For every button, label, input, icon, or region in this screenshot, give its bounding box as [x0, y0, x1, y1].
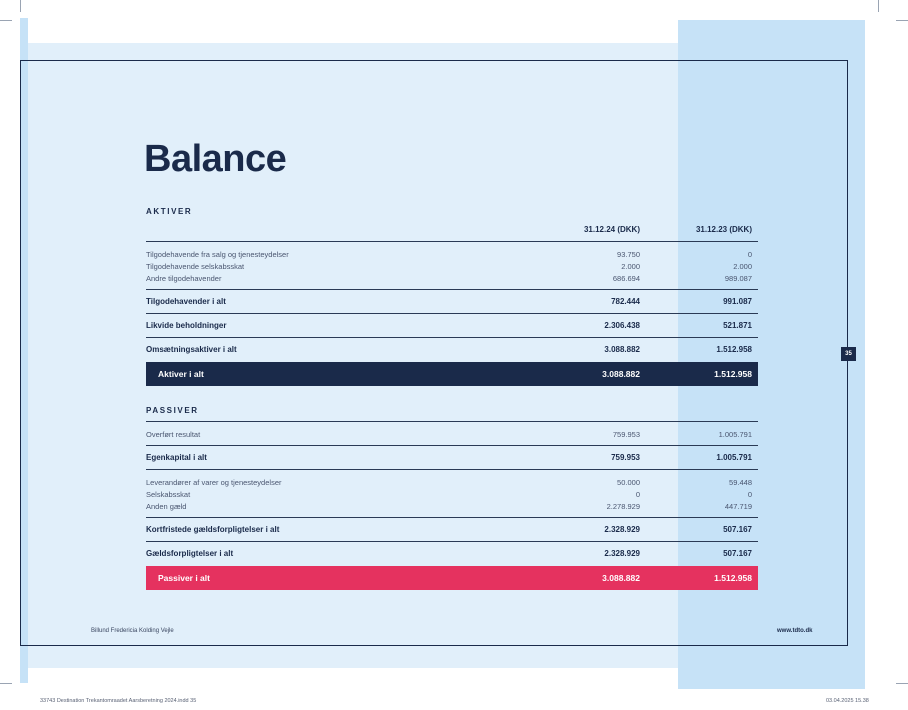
divider [146, 517, 758, 518]
table-row: Anden gæld 2.278.929 447.719 [146, 502, 752, 511]
crop-mark [896, 683, 908, 684]
divider [146, 313, 758, 314]
divider [146, 289, 758, 290]
total-assets-band: Aktiver i alt 3.088.882 1.512.958 [146, 362, 758, 386]
print-slug-file: 33743 Destination Trekantomraadet Aarsberetning 2024.indd 35 [40, 698, 197, 704]
divider [146, 241, 758, 242]
crop-mark [896, 20, 908, 21]
divider [146, 337, 758, 338]
column-header-2024: 31.12.24 (DKK) [583, 225, 640, 234]
footer-cities: Billund Fredericia Kolding Vejle [91, 628, 174, 634]
print-slug-date: 03.04.2025 15.38 [826, 698, 869, 704]
table-row: Tilgodehavende selskabsskat 2.000 2.000 [146, 262, 752, 271]
crop-mark [878, 0, 879, 12]
divider [146, 445, 758, 446]
section-heading-passiver: PASSIVER [146, 406, 199, 415]
section-heading-aktiver: AKTIVER [146, 207, 193, 216]
subtotal-row: Likvide beholdninger 2.306.438 521.871 [146, 321, 752, 330]
crop-mark [20, 0, 21, 12]
divider [146, 469, 758, 470]
footer-website-link[interactable]: www.tdto.dk [777, 628, 813, 634]
subtotal-row: Tilgodehavender i alt 782.444 991.087 [146, 297, 752, 306]
crop-mark [0, 20, 12, 21]
page-title: Balance [144, 138, 287, 180]
table-row: Leverandører af varer og tjenesteydelser 50.000 59.448 [146, 478, 752, 487]
divider [146, 541, 758, 542]
table-row: Selskabsskat 0 0 [146, 490, 752, 499]
table-row: Tilgodehavende fra salg og tjenesteydelser 93.750 0 [146, 250, 752, 259]
crop-mark [0, 683, 12, 684]
column-header-2023: 31.12.23 (DKK) [695, 225, 752, 234]
subtotal-row: Gældsforpligtelser i alt 2.328.929 507.167 [146, 549, 752, 558]
total-liabilities-band: Passiver i alt 3.088.882 1.512.958 [146, 566, 758, 590]
table-row: Overført resultat 759.953 1.005.791 [146, 430, 752, 439]
subtotal-row: Egenkapital i alt 759.953 1.005.791 [146, 453, 752, 462]
subtotal-row: Omsætningsaktiver i alt 3.088.882 1.512.958 [146, 345, 752, 354]
divider [146, 421, 758, 422]
subtotal-row: Kortfristede gældsforpligtelser i alt 2.328.929 507.167 [146, 525, 752, 534]
page-number: 35 [841, 347, 856, 361]
table-row: Andre tilgodehavender 686.694 989.087 [146, 274, 752, 283]
